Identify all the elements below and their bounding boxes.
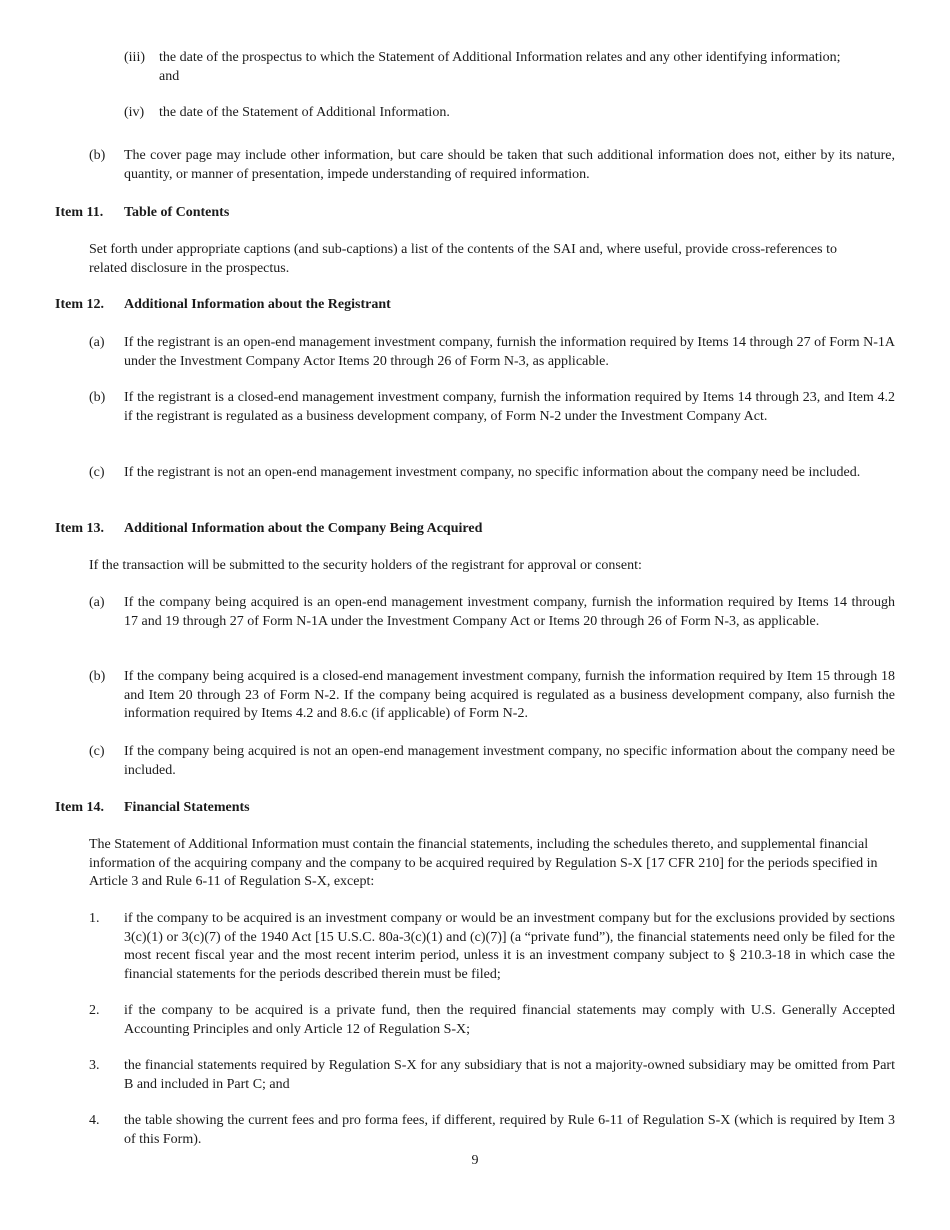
item-number: Item 11. bbox=[55, 205, 104, 220]
list-text: If the registrant is not an open-end management investment company, no specific information about the company need be included. bbox=[124, 465, 861, 480]
item-13-a bbox=[89, 594, 895, 631]
list-text: If the company being acquired is a closed-end management investment company, furnish the information required by Item 15 through 18 and Item 20 through 23 of Form N-2. If the company being acquired is regulated as a business development company, also furnish the information required by Items 4.2 and 8.6.c (if applicable) of Form N-2. bbox=[124, 669, 895, 721]
list-text: the table showing the current fees and pro forma fees, if different, required by Rule 6-11 of Regulation S-X (which is required by Item 3 of this Form). bbox=[124, 1113, 895, 1147]
item-14-list-item bbox=[89, 1057, 895, 1094]
list-label: (iii) bbox=[124, 50, 145, 65]
list-label: 3. bbox=[89, 1058, 100, 1073]
item-13-c bbox=[89, 743, 895, 780]
list-text: The cover page may include other information, but care should be taken that such additional information does not, either by its nature, quantity, or manner of presentation, impede understanding of required information. bbox=[124, 148, 895, 182]
cover-item-iv bbox=[124, 104, 844, 123]
item-13-heading bbox=[55, 520, 482, 539]
item-14-list-item bbox=[89, 910, 895, 984]
list-label: (c) bbox=[89, 465, 105, 480]
list-text: if the company to be acquired is an investment company or would be an investment company but for the exclusions provided by sections 3(c)(1) or 3(c)(7) of the 1940 Act [15 U.S.C. 80a-3(c)(1) and (c)(7)] (a “private fund”), the financial statements need only be filed for the most recent fiscal year and the most recent interim period, unless it is an investment company subject to § 210.3-18 in which case the financial statements for the periods described therein must be filed; bbox=[124, 911, 895, 982]
cover-item-b bbox=[89, 147, 895, 184]
item-13-intro: If the transaction will be submitted to the security holders of the registrant for approval or consent: bbox=[89, 558, 642, 573]
list-text: If the registrant is a closed-end management investment company, furnish the information required by Items 14 through 23, and Item 4.2 if the registrant is regulated as a business development company, of Form N-2 under the Investment Company Act. bbox=[124, 390, 895, 424]
item-14-list-item bbox=[89, 1112, 895, 1149]
page-number: 9 bbox=[471, 1153, 479, 1168]
list-text: If the company being acquired is not an open-end management investment company, no specific information about the company need be included. bbox=[124, 744, 895, 778]
list-text: If the registrant is an open-end management investment company, furnish the information required by Items 14 through 27 of Form N-1A under the Investment Company Actor Items 20 through 26 of Form N-3, as applicable. bbox=[124, 335, 895, 369]
list-label: (a) bbox=[89, 335, 105, 350]
list-text: if the company to be acquired is a private fund, then the required financial statements may comply with U.S. Generally Accepted Accounting Principles and only Article 12 of Regulation S-X; bbox=[124, 1003, 895, 1037]
list-text: the date of the prospectus to which the Statement of Additional Information relates and any other identifying information; and bbox=[159, 50, 841, 84]
item-number: Item 12. bbox=[55, 297, 104, 312]
list-label: (iv) bbox=[124, 105, 145, 120]
list-text: the financial statements required by Regulation S-X for any subsidiary that is not a majority-owned subsidiary may be omitted from Part B and included in Part C; and bbox=[124, 1058, 895, 1092]
list-label: 1. bbox=[89, 911, 100, 926]
item-14-list-item bbox=[89, 1002, 895, 1039]
list-label: 4. bbox=[89, 1113, 100, 1128]
item-title: Financial Statements bbox=[124, 800, 250, 815]
list-label: (a) bbox=[89, 595, 105, 610]
list-label: (b) bbox=[89, 669, 106, 684]
list-label: (b) bbox=[89, 390, 106, 405]
item-14-heading bbox=[55, 799, 250, 818]
item-12-c bbox=[89, 464, 895, 483]
item-12-a bbox=[89, 334, 895, 371]
list-label: (c) bbox=[89, 744, 105, 759]
list-text: If the company being acquired is an open-end management investment company, furnish the information required by Items 14 through 17 and 19 through 27 of Form N-1A under the Investment Company Act or Items 20 through 26 of Form N-3, as applicable. bbox=[124, 595, 895, 629]
item-number: Item 14. bbox=[55, 800, 104, 815]
item-11-body: Set forth under appropriate captions (and sub-captions) a list of the contents of the SAI and, where useful, provide cross-references to related disclosure in the prospectus. bbox=[89, 242, 837, 276]
item-12-b bbox=[89, 389, 895, 426]
cover-item-iii bbox=[124, 49, 844, 86]
item-14-intro: The Statement of Additional Information must contain the financial statements, including the schedules thereto, and supplemental financial information of the acquiring company and the company to be acquired required by Regulation S-X [17 CFR 210] for the periods specified in Article 3 and Rule 6-11 of Regulation S-X, except: bbox=[89, 837, 878, 889]
item-title: Additional Information about the Company Being Acquired bbox=[124, 521, 483, 536]
item-12-heading bbox=[55, 296, 391, 315]
list-label: 2. bbox=[89, 1003, 100, 1018]
item-11-heading bbox=[55, 204, 229, 223]
item-title: Additional Information about the Registrant bbox=[124, 297, 391, 312]
item-13-b bbox=[89, 668, 895, 724]
item-title: Table of Contents bbox=[124, 205, 230, 220]
list-label: (b) bbox=[89, 148, 106, 163]
item-number: Item 13. bbox=[55, 521, 104, 536]
list-text: the date of the Statement of Additional Information. bbox=[159, 105, 450, 120]
